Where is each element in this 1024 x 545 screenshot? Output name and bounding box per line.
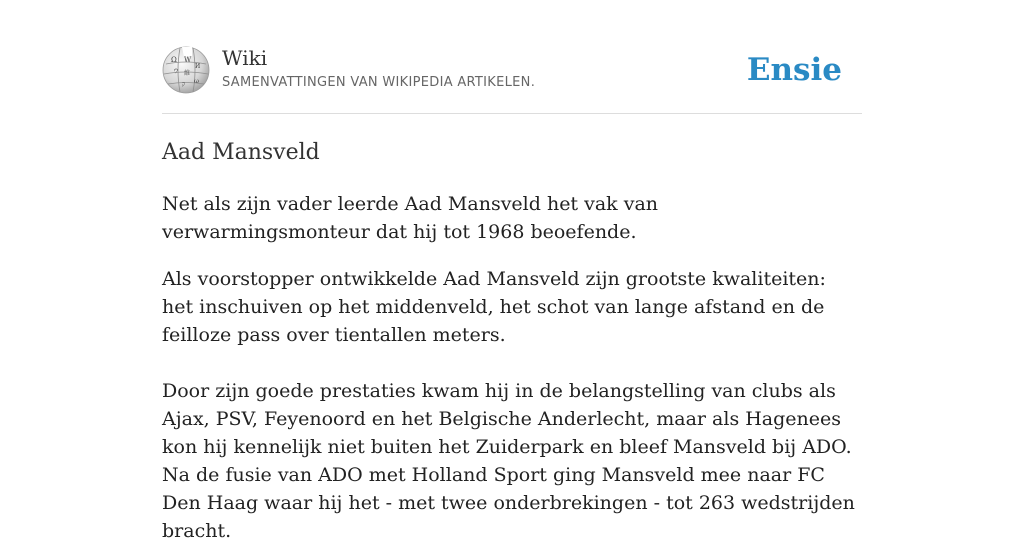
- wikipedia-globe-icon[interactable]: [162, 46, 210, 94]
- site-header: [162, 46, 862, 96]
- article-paragraph: Als voorstopper ontwikkelde Aad Mansveld zijn grootste kwaliteiten: het inschuiven op het middenveld, het schot van lange afstand en de feilloze pass over tientallen meters.: [162, 268, 826, 346]
- article-paragraph: Door zijn goede prestaties kwam hij in de belangstelling van clubs als Ajax, PSV, Feyenoord en het Belgische Anderlecht, maar als Hagenees kon hij kennelijk niet buiten het Zuiderpark en bleef Mansveld bij ADO. Na de fusie van ADO met Holland Sport ging Mansveld mee naar FC Den Haag waar hij het - met twee onderbrekingen - tot 263 wedstrijden bracht.: [162, 380, 855, 542]
- brand-logo[interactable]: Ensie: [746, 52, 842, 88]
- article-paragraph: Net als zijn vader leerde Aad Mansveld het vak van verwarmingsmonteur dat hij tot 1968 beoefende.: [162, 193, 659, 243]
- header-divider: [162, 113, 862, 114]
- site-subtitle: SAMENVATTINGEN VAN WIKIPEDIA ARTIKELEN.: [222, 75, 536, 90]
- svg-text:W: W: [184, 56, 192, 64]
- svg-text:ウ: ウ: [173, 68, 180, 75]
- svg-text:ω: ω: [194, 78, 199, 85]
- site-title[interactable]: Wiki: [222, 46, 268, 70]
- page-title: Aad Mansveld: [162, 140, 320, 165]
- svg-text:Ω: Ω: [171, 56, 177, 64]
- article: [162, 138, 862, 545]
- svg-text:ק: ק: [182, 81, 186, 88]
- svg-text:維: 維: [184, 70, 191, 77]
- svg-text:И: И: [195, 63, 201, 70]
